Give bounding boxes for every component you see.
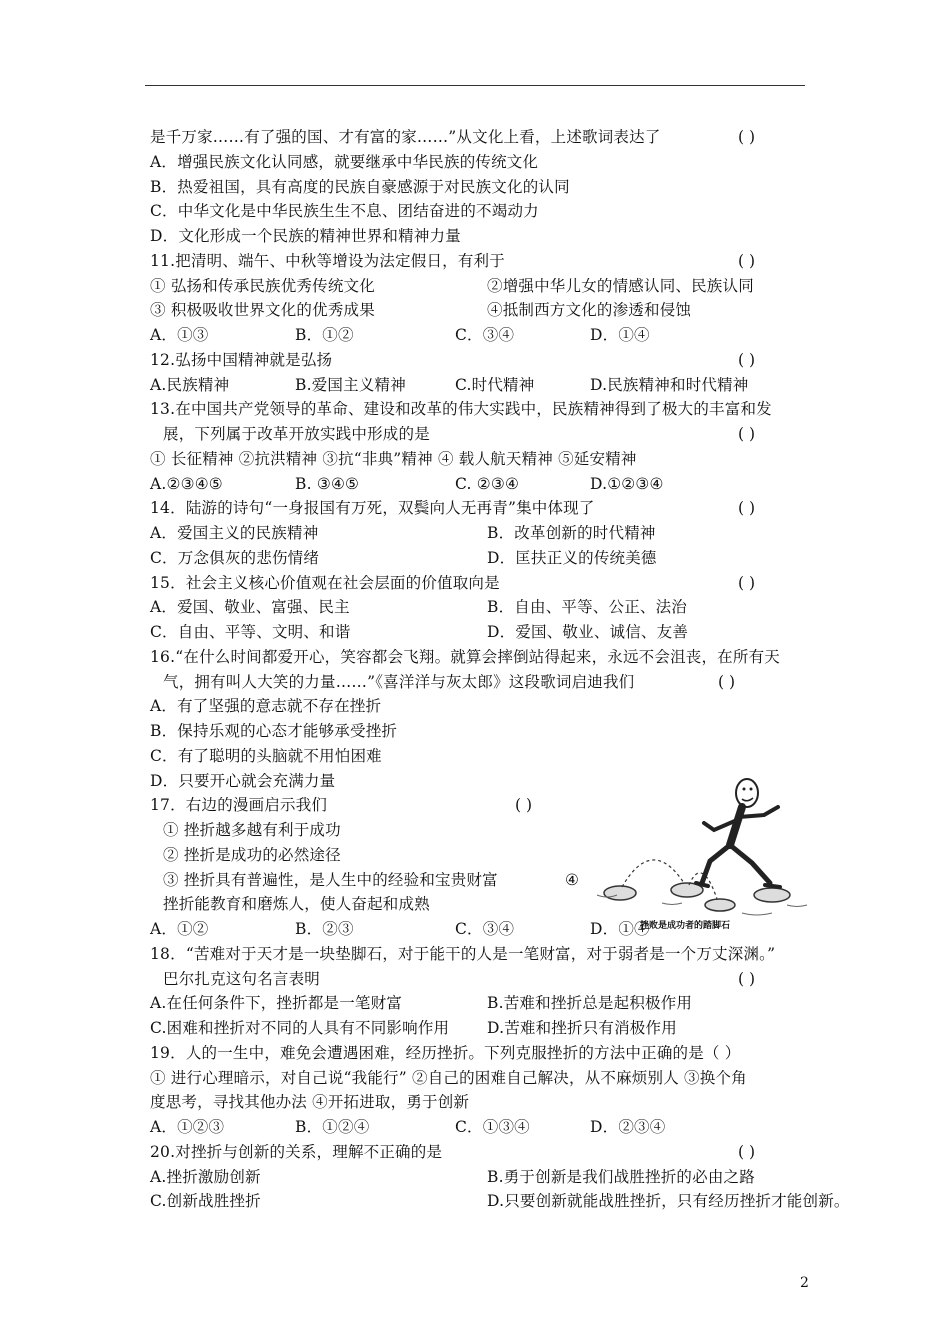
text-line-second-column: D．匡扶正义的传统美德	[487, 548, 657, 567]
text-line: 18．“苦难对于天才是一块垫脚石，对于能干的人是一笔财富，对于弱者是一个万丈深渊。”	[150, 944, 776, 963]
text-line: ① 弘扬和传承民族优秀传统文化	[150, 276, 375, 295]
text-line: D．文化形成一个民族的精神世界和精神力量	[150, 227, 461, 245]
text-line-second-column: D.只要创新就能战胜挫折，只有经历挫折才能创新。	[487, 1192, 850, 1211]
text-line: 16.“在什么时间都爱开心，笑容都会飞翔。就算会摔倒站得起来，永远不会沮丧，在所有天	[150, 647, 780, 666]
text-line: 20.对挫折与创新的关系，理解不正确的是	[150, 1142, 443, 1161]
answer-blank: ( )	[738, 350, 756, 369]
answer-option: B．②③	[295, 920, 354, 938]
text-line: A．爱国主义的民族精神	[150, 524, 319, 542]
answer-option: D．①④	[590, 920, 650, 938]
text-line: C．万念俱灰的悲伤情绪	[150, 548, 320, 567]
text-line: C．有了聪明的头脑就不用怕困难	[150, 746, 382, 765]
text-line: 气，拥有叫人大笑的力量……”《喜洋洋与灰太郎》这段歌词启迪我们	[163, 672, 635, 691]
text-line: 13.在中国共产党领导的革命、建设和改革的伟大实践中，民族精神得到了极大的丰富和发	[150, 400, 772, 419]
text-line: 11.把清明、端午、中秋等增设为法定假日，有利于	[150, 251, 505, 270]
answer-option: C.时代精神	[455, 375, 535, 394]
answer-blank: ( )	[738, 128, 756, 146]
answer-option: B．①②	[295, 326, 354, 344]
answer-option: B．①②④	[295, 1118, 370, 1136]
text-line: A．爱国、敬业、富强、民主	[150, 598, 350, 617]
answer-option: C. ②③④	[455, 474, 520, 493]
text-line: ① 进行心理暗示，对自己说“我能行” ②自己的困难自己解决，从不麻烦别人 ③换个角	[150, 1068, 747, 1087]
text-line: 展，下列属于改革开放实践中形成的是	[163, 425, 430, 443]
answer-blank: ( )	[738, 1142, 756, 1161]
text-line: 是千万家……有了强的国、才有富的家……”从文化上看，上述歌词表达了	[150, 128, 661, 146]
answer-blank: ( )	[738, 425, 756, 443]
answer-option: C．③④	[455, 326, 515, 344]
text-line-second-column: ②增强中华儿女的情感认同、民族认同	[487, 276, 754, 295]
answer-blank: ( )	[738, 251, 756, 270]
text-line: 挫折能教育和磨炼人，使人奋起和成熟	[163, 895, 430, 914]
text-line: A.②③④⑤	[150, 474, 223, 493]
text-line: 度思考，寻找其他办法 ④开拓进取，勇于创新	[150, 1093, 470, 1112]
answer-blank: ( )	[718, 672, 736, 691]
answer-option: B. ③④⑤	[295, 474, 360, 493]
answer-option: D．①④	[590, 326, 650, 344]
text-line-second-column: D.苦难和挫折只有消极作用	[487, 1019, 677, 1037]
answer-option: D.①②③④	[590, 474, 664, 493]
text-line-second-column: ④抵制西方文化的渗透和侵蚀	[487, 301, 692, 320]
text-line: A．①③	[150, 326, 209, 344]
text-line: 12.弘扬中国精神就是弘扬	[150, 350, 333, 369]
text-line: 巴尔扎克这句名言表明	[163, 969, 321, 988]
text-line: A．有了坚强的意志就不存在挫折	[150, 697, 382, 716]
cartoon-stepping-stone-illustration	[592, 775, 810, 931]
text-line-second-column: D．爱国、敬业、诚信、友善	[487, 623, 689, 641]
text-line-second-column: B.苦难和挫折总是起积极作用	[487, 994, 693, 1013]
text-line: 14．陆游的诗句“一身报国有万死，双鬓向人无再青”集中体现了	[150, 499, 595, 518]
text-line: ③ 积极吸收世界文化的优秀成果	[150, 301, 375, 320]
text-line: ③ 挫折具有普遍性，是人生中的经验和宝贵财富	[163, 870, 498, 889]
page-number: 2	[800, 1275, 809, 1291]
text-line: A.在任何条件下，挫折都是一笔财富	[150, 994, 403, 1013]
answer-blank: ( )	[515, 796, 533, 815]
text-line: 15．社会主义核心价值观在社会层面的价值取向是	[150, 573, 500, 592]
text-line: C.创新战胜挫折	[150, 1192, 261, 1211]
text-line: ② 挫折是成功的必然途径	[163, 845, 341, 864]
text-line: A.民族精神	[150, 375, 230, 394]
text-line: ① 挫折越多越有利于成功	[163, 821, 341, 839]
text-line-second-column: B．自由、平等、公正、法治	[487, 598, 687, 617]
answer-option: B.爱国主义精神	[295, 375, 406, 394]
header-rule	[145, 85, 805, 86]
text-line: C．中华文化是中华民族生生不息、团结奋进的不竭动力	[150, 202, 539, 221]
answer-option: C．③④	[455, 920, 515, 938]
text-line: B．热爱祖国，具有高度的民族自豪感源于对民族文化的认同	[150, 177, 570, 196]
text-line: A.挫折激励创新	[150, 1167, 261, 1186]
text-line: ① 长征精神 ②抗洪精神 ③抗“非典”精神 ④ 载人航天精神 ⑤延安精神	[150, 449, 637, 468]
answer-blank: ( )	[738, 573, 756, 592]
text-line-second-column: B．改革创新的时代精神	[487, 524, 656, 542]
text-line-second-column: B.勇于创新是我们战胜挫折的必由之路	[487, 1167, 755, 1186]
answer-option: C．①③④	[455, 1118, 530, 1136]
text-line: A．①②③	[150, 1118, 225, 1136]
cartoon-caption: 挫败是成功者的踏脚石	[640, 921, 731, 931]
text-line-second-column: ④	[565, 870, 580, 889]
text-line: 17．右边的漫画启示我们	[150, 796, 328, 815]
text-line: C．自由、平等、文明、和谐	[150, 623, 351, 641]
answer-blank: ( )	[738, 499, 756, 518]
text-line: A．增强民族文化认同感，就要继承中华民族的传统文化	[150, 152, 539, 171]
text-line: 19．人的一生中，难免会遭遇困难，经历挫折。下列克服挫折的方法中正确的是（ ）	[150, 1043, 741, 1062]
text-line: D．只要开心就会充满力量	[150, 771, 336, 790]
text-line: C.困难和挫折对不同的人具有不同影响作用	[150, 1019, 450, 1037]
answer-option: D.民族精神和时代精神	[590, 375, 749, 394]
text-line: A．①②	[150, 920, 209, 938]
text-line: B．保持乐观的心态才能够承受挫折	[150, 722, 398, 740]
answer-blank: ( )	[738, 969, 756, 988]
answer-option: D．②③④	[590, 1118, 666, 1136]
